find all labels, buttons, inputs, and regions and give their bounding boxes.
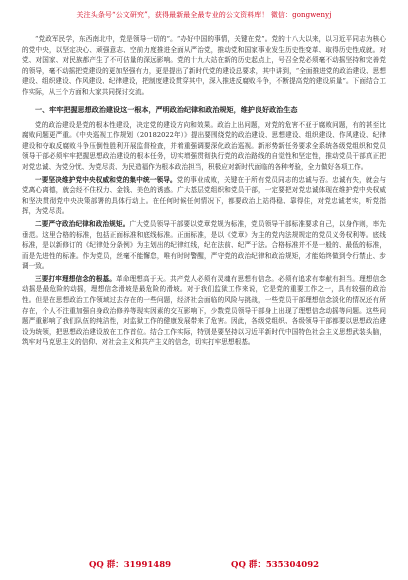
point-lead: 二要严守政治纪律和政治规矩。 xyxy=(35,219,130,228)
point-text: 广大党员领导干部要以党章党规为标准，党员领导干部标准要求自己，以身作则，率先垂范。这里合格的标准，包括正面标准和底线标准。正面标准，是以《党章》为主的党内法规规定的党员义务权利等。底线标准，是以新修订的《纪律处分条例》为主划出的纪律红线，纪在法前、纪严于法。合格标准并不是一般的、最低的标准，而是先进性的标准。作为党员，丝毫不能懈怠，唯有时时警醒，严守党的政治纪律和政治规矩，才能始终做到令行禁止、步调一致。 xyxy=(22,219,386,271)
point-lead: 一要坚决维护党中央权威和党的集中统一领导。 xyxy=(35,175,177,184)
point-paragraph-1 xyxy=(22,175,386,217)
document-body xyxy=(22,34,386,348)
qq-group-1: QQ 群：31991489 xyxy=(88,560,172,570)
point-lead: 三要打牢理想信念的根基。 xyxy=(35,274,117,283)
point-text: 党的事业成败，关键在于所有党员同志的忠诚与否。忠诚有失，就会与党离心离德，就会经不住权力、金钱、美色的诱惑。广大基层党组织和党员干部，一定要把对党忠诚体现在维护党中央权威和坚决贯彻党中央决策部署的具体行动上。在任何时候任何情况下，都要政治上站得稳、靠得住，对党忠诚老实，听党指挥，为党尽责。 xyxy=(22,175,386,216)
point-paragraph-2 xyxy=(22,219,386,272)
contact-footer xyxy=(0,558,408,570)
section-paragraph: 党的政治建设是党的根本性建设，决定党的建设方向和效果。政治上出问题，对党的危害不亚于腐败问题，有的甚至比腐败问题更严重。《中央巡视工作规划（20182022年）》提出要围绕党的政治建设、思想建设、组织建设、作风建设、纪律建设和夺取反腐败斗争压倒性胜利开展监督检查，并着重强调要深化政治巡视。新形势新任务要求全系统各级党组织和党员领导干部必须牢牢把握思想政治建设的根本任务，切实增强贯彻执行党的政治路线的自觉性和坚定性，推动党员干部真正把对党忠诚、为党分忧、为党尽责、为民造福作为根本政治担当，积极应对新时代面临的各种考验，全力做好各项工作。 xyxy=(22,120,386,171)
qq-group-2: QQ 群：535304092 xyxy=(231,560,320,570)
intro-paragraph: “党政军民学，东西南北中，党是领导一切的”。“办好中国的事情，关键在党”。党的十八大以来，以习近平同志为核心的党中央，以坚定决心、顽强意志、空前力度推进全面从严治党，推动党和国家事业发生历史性变革、取得历史性成就。对党、对国家、对民族都产生了不可估量的深远影响。党的十九大站在新的历史起点上，号召全党必须毫不动摇坚持和完善党的领导，毫不动摇把党建设的更加坚强有力，更是提出了新时代党的建设总要求，其中讲到，“全面推进党的政治建设、思想建设、组织建设、作风建设、纪律建设，把制度建设贯穿其中，深入推进反腐败斗争，不断提高党的建设质量”。下面结合工作实际，从三个方面和大家共同探讨交流。 xyxy=(22,35,386,96)
point-text: 革命理想高于天。共产党人必须有灵魂有思想有信念。必须有追求有奉献有担当。理想信念动摇是最危险的动摇，理想信念滑坡是最危险的滑坡。对于我们监狱工作来说，它是党的重要工作之一，具有较强的政治性。但是在思想政治工作领域过去存在的一些问题，经济社会面临的风险与挑战，一些党员干部理想信念淡化的情况还有所存在，个人不注重加强自身政治修养等现实因素的交互影响下，少数党员领导干部身上出现了理想信念动摇等问题。这些问题严重影响了我们队伍的纯洁性，对监狱工作的健康发展带来了危害。因此，各级党组织、各级领导干部都要以思想政治建设为统领，把思想政治建设放在工作首位。结合工作实际，特别是要坚持以习近平新时代中国特色社会主义思想武装头脑，筑牢对马克思主义的信仰、对社会主义和共产主义的信念，切实打牢思想根基。 xyxy=(22,274,386,347)
promo-banner: 关注头条号“公文研究”，获得最新最全最专业的公文资料库！ 微信：gongwenyj xyxy=(76,11,332,19)
point-paragraph-3 xyxy=(22,274,386,348)
section-heading: 一、牢牢把握思想政治建设这一根本，严明政治纪律和政治规矩，维护良好政治生态 xyxy=(35,104,298,114)
